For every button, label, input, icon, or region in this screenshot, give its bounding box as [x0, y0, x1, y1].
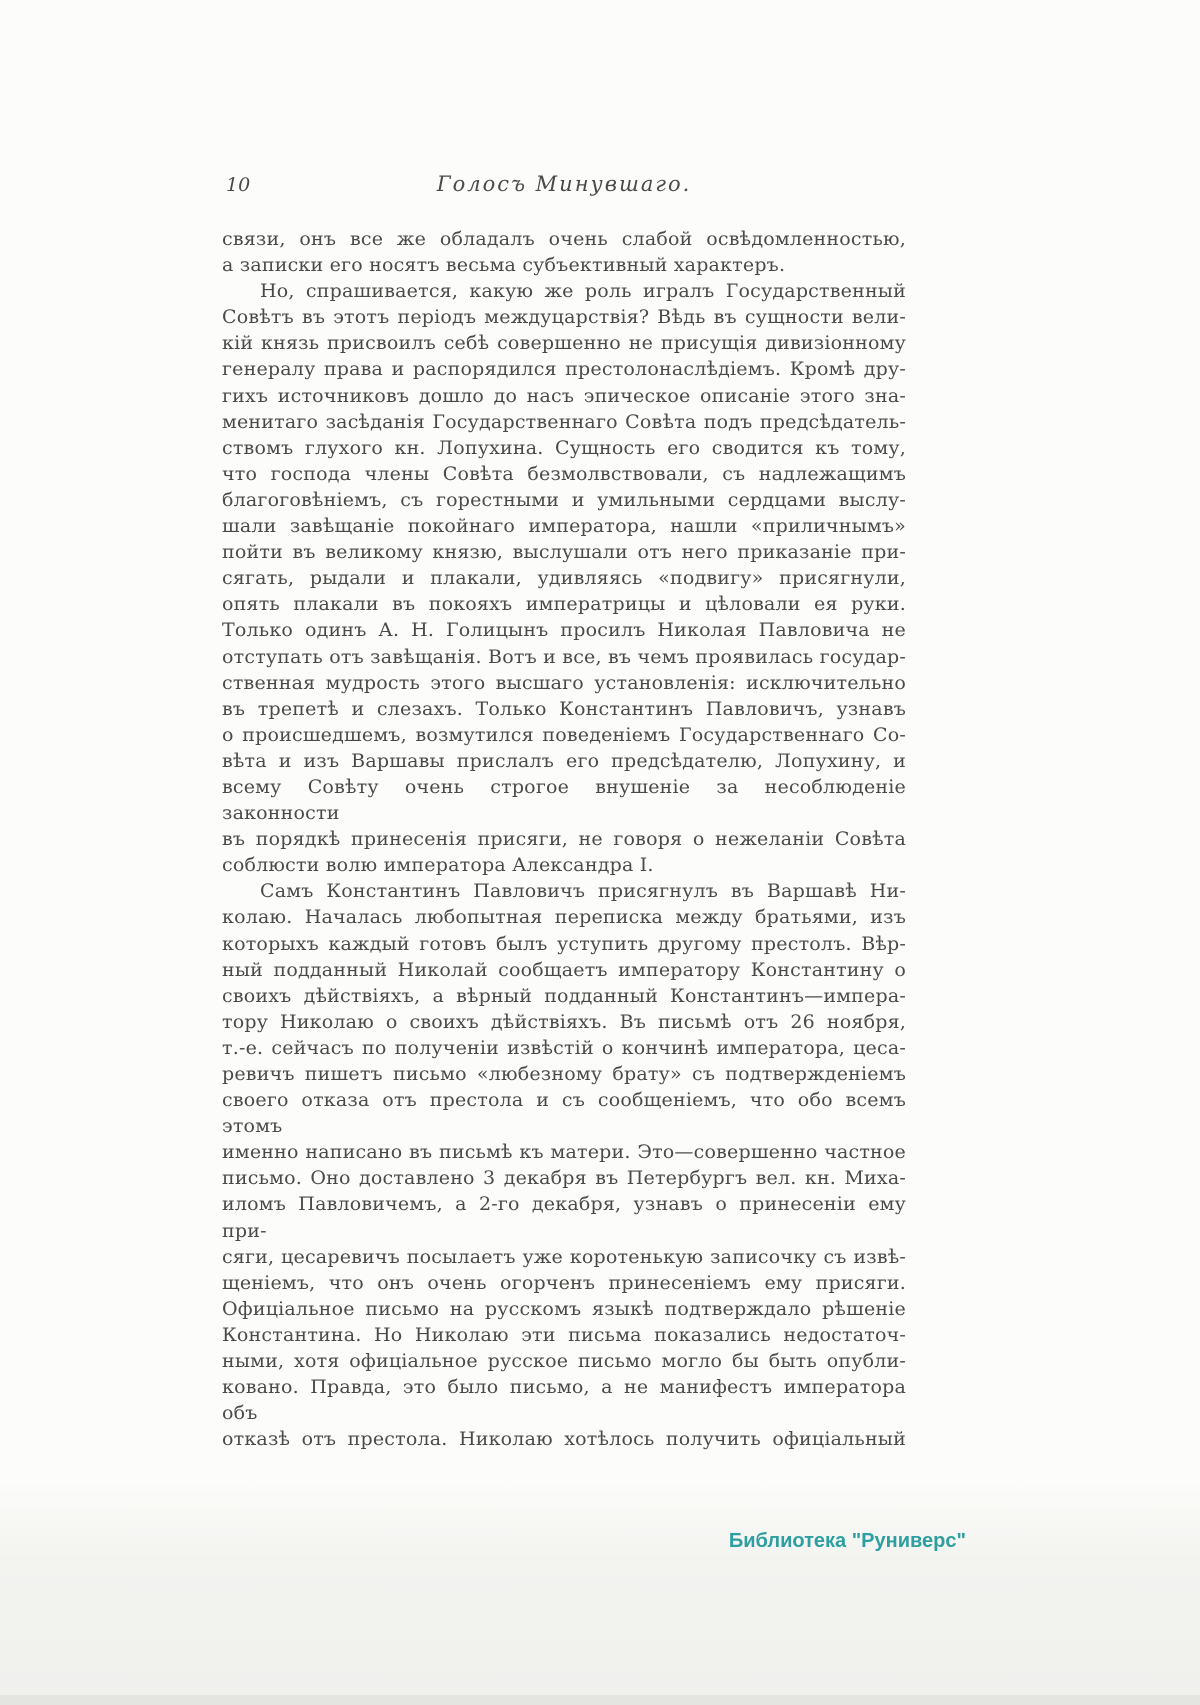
paragraph-continuation	[222, 226, 906, 278]
text-line: ными, хотя офиціальное русское письмо могло бы быть опубли-	[222, 1350, 906, 1373]
text-line: Самъ Константинъ Павловичъ присягнулъ въ Варшавѣ Ни-	[260, 880, 906, 903]
body-text	[222, 226, 906, 1452]
text-line: менитаго засѣданія Государственнаго Совѣта подъ предсѣдатель-	[222, 410, 906, 433]
text-line: Только одинъ А. Н. Голицынъ просилъ Николая Павловича не	[222, 619, 906, 642]
text-line: Совѣтъ въ этотъ періодъ междуцарствія? Вѣдь въ сущности вели-	[222, 306, 906, 329]
text-line: Но, спрашивается, какую же роль игралъ Государственный	[260, 280, 906, 303]
page-number: 10	[226, 174, 251, 196]
text-line: что господа члены Совѣта безмолвствовали, съ надлежащимъ	[222, 462, 906, 485]
text-line: ковано. Правда, это было письмо, а не манифестъ императора объ	[222, 1376, 906, 1425]
text-line: пойти въ великому князю, выслушали отъ него приказаніе при-	[222, 541, 906, 564]
text-line: гихъ источниковъ дошло до насъ эпическое описаніе этого зна-	[222, 384, 906, 407]
text-line: которыхъ каждый готовъ былъ уступить другому престолъ. Вѣр-	[222, 932, 906, 955]
text-line: въ порядкѣ принесенія присяги, не говоря о нежеланіи Совѣта	[222, 828, 906, 851]
text-line: колаю. Началась любопытная переписка между братьями, изъ	[222, 906, 906, 929]
text-line: отказѣ отъ престола. Николаю хотѣлось получить офиціальный	[222, 1428, 906, 1451]
text-line: всему Совѣту очень строгое внушеніе за несоблюденіе законности	[222, 775, 906, 825]
text-line: шали завѣщаніе покойнаго императора, нашли «приличнымъ»	[222, 515, 906, 538]
text-line: Константина. Но Николаю эти письма показались недостаточ-	[222, 1323, 906, 1346]
text-line: а записки его носятъ весьма субъективный характеръ.	[222, 254, 786, 277]
page-bottom-shade	[0, 1480, 1200, 1705]
text-line: кій князь присвоилъ себѣ совершенно не присущія дивизіонному	[222, 332, 906, 355]
text-line: ственная мудрость этого высшаго установленія: исключительно	[222, 671, 906, 694]
paragraph-konstantin-oath	[222, 878, 906, 1452]
text-line: иломъ Павловичемъ, а 2-го декабря, узнавъ о принесеніи ему при-	[222, 1193, 906, 1242]
text-line: генералу права и распорядился престолонаслѣдіемъ. Кромѣ дру-	[222, 358, 906, 381]
text-line: письмо. Оно доставлено 3 декабря въ Петербургъ вел. кн. Миха-	[222, 1167, 906, 1190]
text-line: соблюсти волю императора Александра I.	[222, 854, 654, 877]
library-watermark: Библиотека "Руниверс"	[728, 1530, 966, 1552]
paragraph-state-council	[222, 278, 906, 878]
header-title: Голосъ Минувшаго.	[436, 172, 692, 196]
text-line: благоговѣніемъ, съ горестными и умильными сердцами выслу-	[222, 488, 906, 511]
text-line: сяги, цесаревичъ посылаетъ уже коротенькую записочку съ извѣ-	[222, 1245, 906, 1268]
text-line: въ трепетѣ и слезахъ. Только Константинъ Павловичъ, узнавъ	[222, 697, 906, 720]
text-line: Офиціальное письмо на русскомъ языкѣ подтверждало рѣшеніе	[222, 1297, 906, 1320]
running-head	[222, 172, 906, 202]
text-line: тору Николаю о своихъ дѣйствіяхъ. Въ письмѣ отъ 26 ноября,	[222, 1010, 906, 1033]
text-line: ревичъ пишетъ письмо «любезному брату» съ подтвержденіемъ	[222, 1063, 906, 1085]
text-line: связи, онъ все же обладалъ очень слабой освѣдомленностью,	[222, 228, 906, 250]
text-line: о происшедшемъ, возмутился поведеніемъ Государственнаго Со-	[222, 723, 906, 746]
text-line: щеніемъ, что онъ очень огорченъ принесеніемъ ему присяги.	[222, 1271, 906, 1294]
text-line: ствомъ глухого кн. Лопухина. Сущность его сводится къ тому,	[222, 436, 906, 459]
text-line: вѣта и изъ Варшавы прислалъ его предсѣдателю, Лопухину, и	[222, 749, 906, 772]
page-bottom-edge	[0, 1695, 1200, 1705]
text-line: своихъ дѣйствіяхъ, а вѣрный подданный Константинъ—импера-	[222, 984, 906, 1007]
text-line: отступать отъ завѣщанія. Вотъ и все, въ чемъ проявилась государ-	[222, 645, 906, 668]
text-line: сягать, рыдали и плакали, удивляясь «подвигу» присягнули,	[222, 567, 906, 590]
text-line: именно написано въ письмѣ къ матери. Это—совершенно частное	[222, 1141, 906, 1164]
text-line: т.-е. сейчасъ по полученіи извѣстій о кончинѣ императора, цеса-	[222, 1036, 906, 1059]
text-line: опять плакали въ покояхъ императрицы и цѣловали ея руки.	[222, 593, 906, 616]
text-line: своего отказа отъ престола и съ сообщеніемъ, что обо всемъ этомъ	[222, 1089, 906, 1138]
text-line: ный подданный Николай сообщаетъ императору Константину о	[222, 958, 906, 981]
